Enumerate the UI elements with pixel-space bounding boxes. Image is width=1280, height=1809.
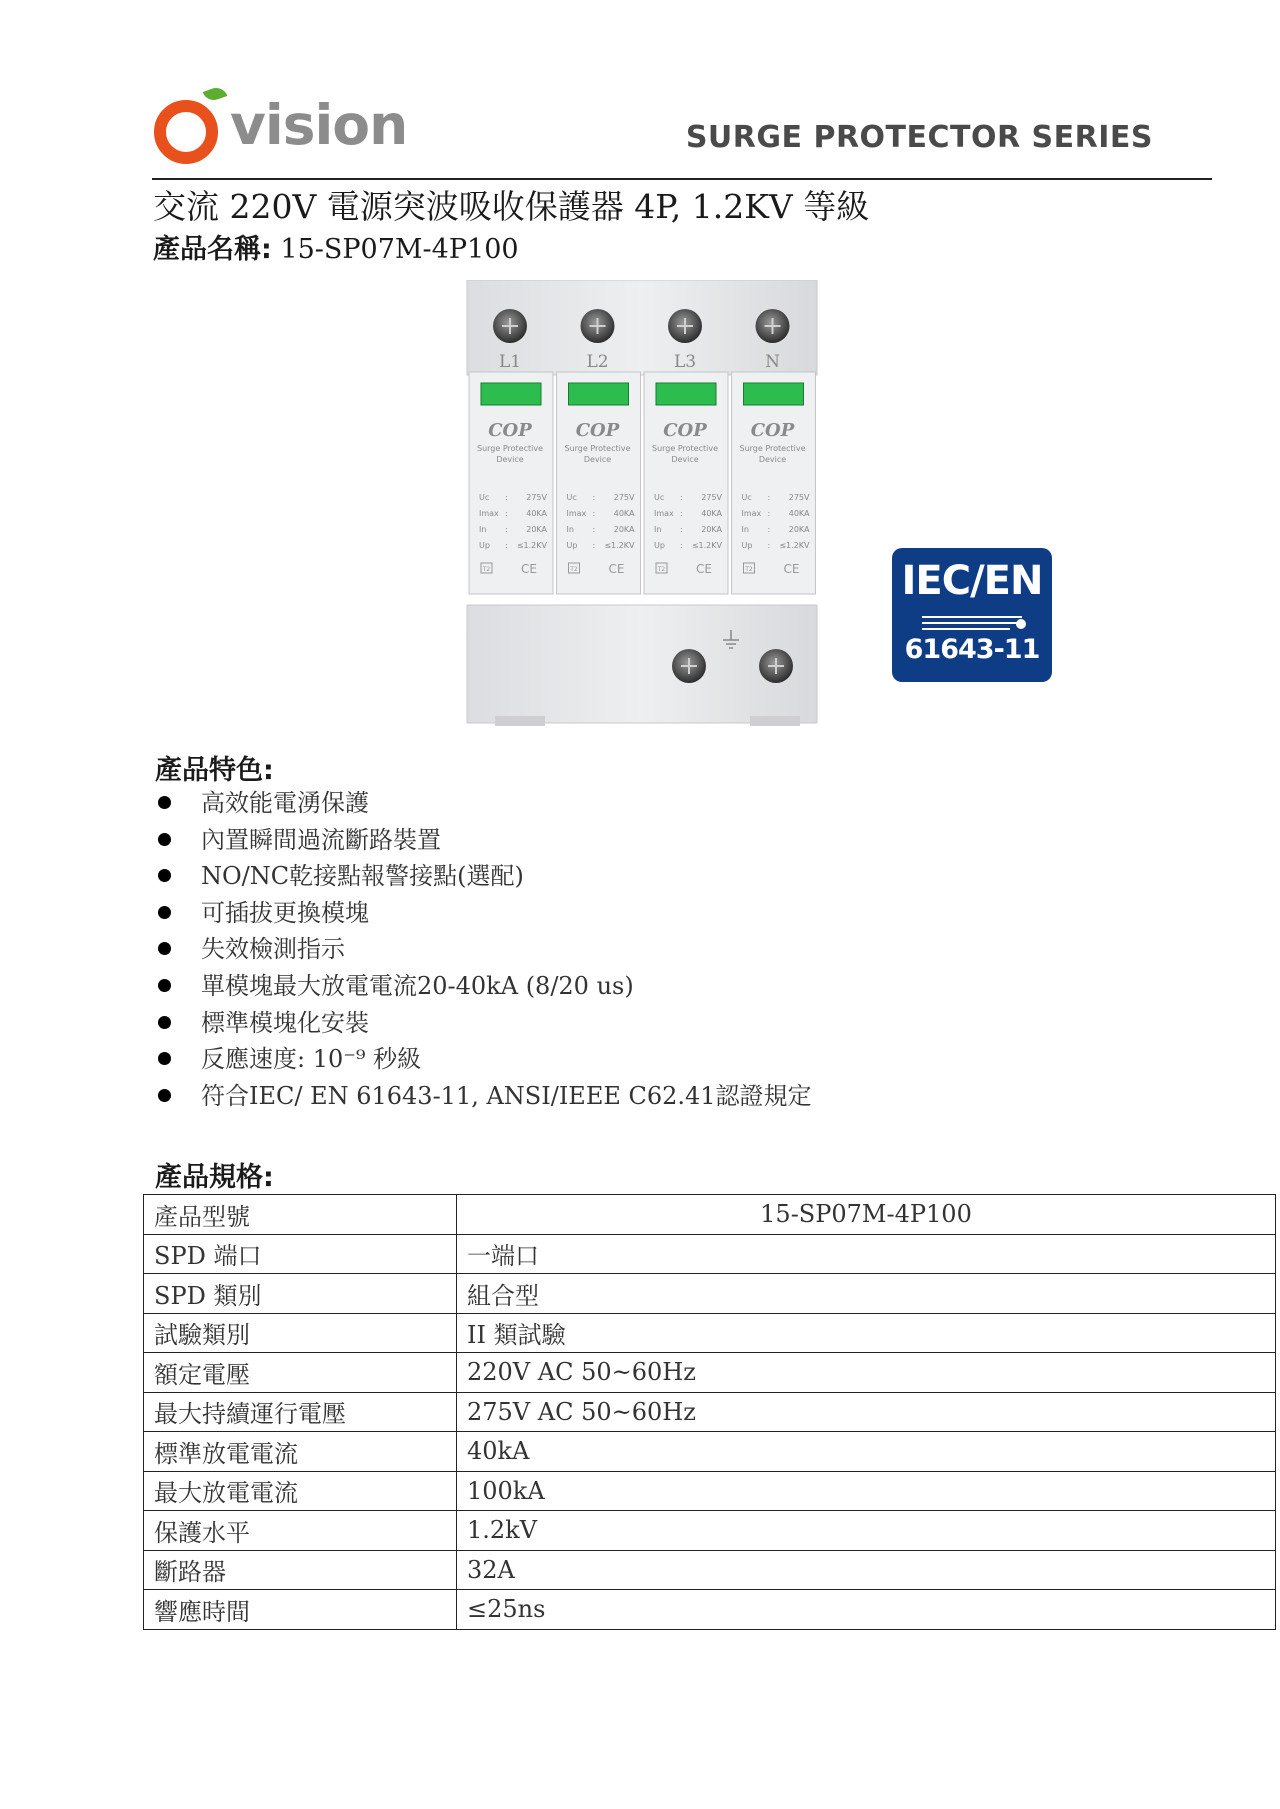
- spec-row: [144, 1590, 1276, 1630]
- spec-value: 15-SP07M-4P100: [457, 1195, 1276, 1235]
- spec-sep: :: [767, 493, 771, 502]
- spec-sep: :: [505, 509, 508, 518]
- spec-key: Imax: [479, 509, 499, 518]
- spec-table: [143, 1194, 1276, 1630]
- header-divider: [152, 178, 1212, 180]
- spec-key: Up: [741, 541, 753, 550]
- spec-sep: :: [592, 525, 596, 534]
- spec-value: 32A: [457, 1550, 1276, 1590]
- module-subtitle: Device: [496, 455, 524, 464]
- spec-sep: :: [767, 541, 771, 550]
- spec-value: 一端口: [457, 1234, 1276, 1274]
- spec-val: 40KA: [701, 509, 722, 518]
- bullet-icon: [158, 906, 171, 919]
- spec-value: II 類試驗: [457, 1313, 1276, 1353]
- feature-text: 失效檢測指示: [201, 935, 345, 964]
- ce-mark-icon: CE: [696, 562, 712, 576]
- specs-heading: 產品規格:: [155, 1162, 274, 1193]
- spec-value: 40kA: [457, 1432, 1276, 1472]
- bullet-icon: [158, 869, 171, 882]
- spec-label: SPD 類別: [144, 1274, 457, 1314]
- spec-label: 最大持續運行電壓: [144, 1392, 457, 1432]
- bullet-icon: [158, 942, 171, 955]
- feature-text: NO/NC乾接點報警接點(選配): [201, 862, 524, 891]
- spec-val: ≤1.2KV: [604, 541, 635, 550]
- iec-en-certification-badge: [892, 548, 1052, 682]
- product-name-label: 產品名稱:: [153, 234, 272, 265]
- spec-value: 100kA: [457, 1471, 1276, 1511]
- module-subtitle: Surge Protective: [651, 444, 719, 453]
- ovision-logo: [152, 82, 412, 162]
- spec-label: 額定電壓: [144, 1353, 457, 1393]
- feature-text: 可插拔更換模塊: [201, 898, 369, 927]
- feature-item: [155, 822, 812, 859]
- module-brand: COP: [575, 420, 620, 441]
- bullet-icon: [158, 979, 171, 992]
- spec-val: 275V: [613, 493, 635, 502]
- spec-label: 斷路器: [144, 1550, 457, 1590]
- ce-mark-icon: CE: [783, 562, 800, 576]
- spec-label: 保護水平: [144, 1511, 457, 1551]
- spec-row: [144, 1353, 1276, 1393]
- spec-val: 40KA: [526, 509, 547, 518]
- t2-label: T2: [745, 566, 753, 573]
- spec-key: Imax: [741, 509, 762, 518]
- spec-row: [144, 1195, 1276, 1235]
- module-subtitle: Surge Protective: [564, 444, 631, 453]
- iec-badge-line1: IEC/EN: [901, 558, 1043, 604]
- spec-value: 組合型: [457, 1274, 1276, 1314]
- spec-label: 響應時間: [144, 1590, 457, 1630]
- spec-val: ≤1.2KV: [691, 541, 722, 550]
- spec-sep: :: [592, 493, 596, 502]
- spec-val: 275V: [788, 493, 810, 502]
- spec-value: 275V AC 50~60Hz: [457, 1392, 1276, 1432]
- spec-sep: :: [592, 541, 596, 550]
- spec-val: 275V: [526, 493, 547, 502]
- feature-item: [155, 1078, 812, 1115]
- bullet-icon: [158, 1016, 171, 1029]
- spec-value: 220V AC 50~60Hz: [457, 1353, 1276, 1393]
- feature-text: 內置瞬間過流斷路裝置: [201, 825, 441, 854]
- feature-item: [155, 968, 812, 1005]
- spec-key: Uc: [566, 493, 577, 502]
- spec-key: Uc: [654, 493, 665, 502]
- spec-key: Imax: [654, 509, 674, 518]
- spec-row: [144, 1234, 1276, 1274]
- module-brand: COP: [750, 420, 795, 441]
- feature-item: [155, 895, 812, 932]
- features-list: [155, 785, 812, 1114]
- spec-sep: :: [680, 509, 683, 518]
- spec-key: In: [654, 525, 662, 534]
- module-subtitle: Device: [583, 455, 612, 464]
- series-title: SURGE PROTECTOR SERIES: [685, 120, 1153, 155]
- spec-key: In: [479, 525, 487, 534]
- terminal-label: N: [765, 352, 780, 372]
- feature-text: 符合IEC/ EN 61643-11, ANSI/IEEE C62.41認證規定: [201, 1081, 812, 1110]
- feature-item: [155, 1041, 812, 1078]
- module-brand: COP: [488, 420, 532, 441]
- spec-label: 標準放電電流: [144, 1432, 457, 1472]
- status-indicator-window: [656, 383, 716, 405]
- t2-label: T2: [482, 566, 491, 573]
- spec-sep: :: [767, 525, 771, 534]
- module-subtitle: Surge Protective: [476, 444, 544, 453]
- spec-key: In: [566, 525, 574, 534]
- spec-row: [144, 1274, 1276, 1314]
- product-photo: [455, 280, 825, 730]
- module-subtitle: Surge Protective: [739, 444, 806, 453]
- spec-key: Imax: [566, 509, 587, 518]
- spec-val: 275V: [701, 493, 722, 502]
- logo-leaf-icon: [203, 85, 228, 104]
- spec-label: 試驗類別: [144, 1313, 457, 1353]
- spec-row: [144, 1471, 1276, 1511]
- ce-mark-icon: CE: [608, 562, 625, 576]
- spec-label: 產品型號: [144, 1195, 457, 1235]
- spec-row: [144, 1432, 1276, 1472]
- module-brand: COP: [663, 420, 707, 441]
- t2-label: T2: [657, 566, 666, 573]
- bullet-icon: [158, 796, 171, 809]
- spec-val: 40KA: [788, 509, 810, 518]
- product-title: 交流 220V 電源突波吸收保護器 4P, 1.2KV 等級: [153, 187, 870, 226]
- feature-text: 標準模塊化安裝: [201, 1008, 369, 1037]
- feature-item: [155, 1005, 812, 1042]
- spec-key: Uc: [479, 493, 490, 502]
- feature-item: [155, 785, 812, 822]
- spec-val: 20KA: [788, 525, 810, 534]
- feature-text: 反應速度: 10⁻⁹ 秒級: [201, 1045, 422, 1074]
- spec-key: Up: [479, 541, 490, 550]
- iec-badge-line2: 61643-11: [904, 634, 1040, 665]
- logo-wordmark: vision: [230, 93, 408, 157]
- module-subtitle: Device: [758, 455, 787, 464]
- feature-item: [155, 858, 812, 895]
- t2-label: T2: [570, 566, 578, 573]
- terminal-label: L1: [498, 352, 522, 372]
- features-heading: 產品特色:: [155, 755, 274, 786]
- spec-row: [144, 1313, 1276, 1353]
- feature-item: [155, 931, 812, 968]
- spec-val: 20KA: [701, 525, 722, 534]
- logo-o-mark: [154, 100, 218, 164]
- bullet-icon: [158, 833, 171, 846]
- spec-value: 1.2kV: [457, 1511, 1276, 1551]
- spec-label: SPD 端口: [144, 1234, 457, 1274]
- spec-key: In: [741, 525, 749, 534]
- feature-text: 高效能電湧保護: [201, 789, 369, 817]
- spec-row: [144, 1392, 1276, 1432]
- terminal-label: L3: [673, 352, 697, 372]
- product-name-value: 15-SP07M-4P100: [280, 234, 519, 265]
- spec-row: [144, 1511, 1276, 1551]
- bullet-icon: [158, 1052, 171, 1065]
- product-name-line: [153, 232, 519, 268]
- terminal-label: L2: [586, 352, 609, 372]
- spec-value: ≤25ns: [457, 1590, 1276, 1630]
- spec-val: 40KA: [613, 509, 635, 518]
- spec-sep: :: [680, 493, 683, 502]
- spec-sep: :: [505, 493, 508, 502]
- bullet-icon: [158, 1089, 171, 1102]
- status-indicator-window: [481, 383, 541, 405]
- status-indicator-window: [569, 383, 629, 405]
- spec-val: 20KA: [613, 525, 635, 534]
- spec-sep: :: [505, 525, 508, 534]
- spec-key: Uc: [741, 493, 752, 502]
- spec-sep: :: [767, 509, 771, 518]
- spec-sep: :: [680, 525, 683, 534]
- spec-sep: :: [592, 509, 596, 518]
- spec-sep: :: [505, 541, 508, 550]
- spec-val: ≤1.2KV: [516, 541, 547, 550]
- spec-key: Up: [654, 541, 665, 550]
- spec-key: Up: [566, 541, 578, 550]
- ce-mark-icon: CE: [521, 562, 537, 576]
- spec-sep: :: [680, 541, 683, 550]
- spec-val: 20KA: [526, 525, 547, 534]
- spec-val: ≤1.2KV: [779, 541, 810, 550]
- status-indicator-window: [744, 383, 804, 405]
- module-subtitle: Device: [671, 455, 699, 464]
- spec-row: [144, 1550, 1276, 1590]
- feature-text: 單模塊最大放電電流20-40kA (8/20 us): [201, 971, 634, 1000]
- spec-label: 最大放電電流: [144, 1471, 457, 1511]
